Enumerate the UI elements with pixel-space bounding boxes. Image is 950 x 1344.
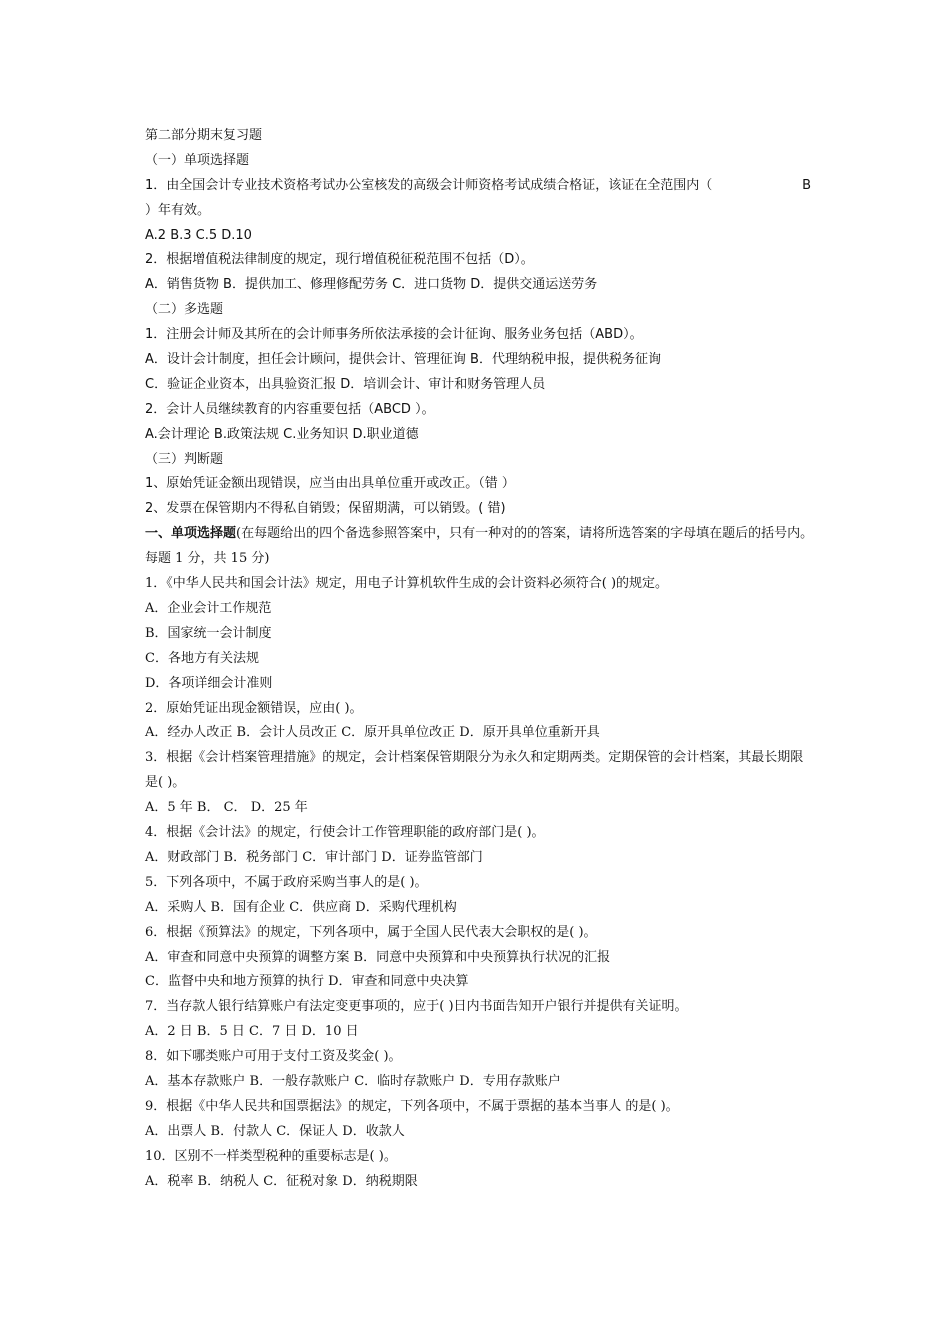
- section-multi-choice: （二）多选题: [145, 302, 224, 318]
- question-options: D．各项详细会计准则: [145, 675, 273, 691]
- question-options: C．验证企业资本，出具验资汇报 D．培训会计、审计和财务管理人员: [145, 376, 546, 392]
- question-options: B．国家统一会计制度: [145, 625, 272, 641]
- question-options: A．采购人 B．国有企业 C．供应商 D．采购代理机构: [145, 899, 457, 915]
- question-text: 2．根据增值税法律制度的规定，现行增值税征税范围不包括（D）。: [145, 252, 534, 268]
- question-options: A．设计会计制度，担任会计顾问，提供会计、管理征询 B．代理纳税申报，提供税务征询: [145, 352, 661, 368]
- question-text: 5．下列各项中，不属于政府采购当事人的是( )。: [145, 874, 428, 890]
- question-text: 10．区别不一样类型税种的重要标志是( )。: [145, 1148, 397, 1164]
- question-options: A．2 日 B．5 日 C．7 日 D．10 日: [145, 1024, 359, 1040]
- question-options: A．审查和同意中央预算的调整方案 B．同意中央预算和中央预算执行状况的汇报: [145, 949, 611, 965]
- question-text: 8．如下哪类账户可用于支付工资及奖金( )。: [145, 1049, 402, 1065]
- answer-letter: B: [802, 177, 811, 193]
- question-options: C．监督中央和地方预算的执行 D．审查和同意中央决算: [145, 974, 469, 990]
- question-text: [145, 174, 815, 199]
- question-options: A．经办人改正 B．会计人员改正 C．原开具单位改正 D．原开具单位重新开具: [145, 725, 600, 741]
- section-judge: （三）判断题: [145, 451, 224, 467]
- question-options: C．各地方有关法规: [145, 650, 259, 666]
- question-options: A．基本存款账户 B．一般存款账户 C．临时存款账户 D．专用存款账户: [145, 1074, 561, 1090]
- question-text: 3．根据《会计档案管理措施》的规定，会计档案保管期限分为永久和定期两类。定期保管的会计档案，其最长期限是( )。: [145, 750, 804, 791]
- question-options: A．企业会计工作规范: [145, 600, 272, 616]
- question-text: 9．根据《中华人民共和国票据法》的规定，下列各项中，不属于票据的基本当事人 的是( )。: [145, 1098, 679, 1114]
- question-text: 2．原始凭证出现金额错误，应由( )。: [145, 700, 363, 716]
- question-options: A.会计理论 B.政策法规 C.业务知识 D.职业道德: [145, 426, 419, 442]
- question-text: 6．根据《预算法》的规定，下列各项中，属于全国人民代表大会职权的是( )。: [145, 924, 597, 940]
- question-stem: 1．由全国会计专业技术资格考试办公室核发的高级会计师资格考试成绩合格证，该证在全范围内（: [145, 177, 713, 193]
- part-one-title-bold: 一、单项选择题: [145, 526, 237, 542]
- question-text: 7．当存款人银行结算账户有法定变更事项的，应于( )日内书面告知开户银行并提供有关证明。: [145, 999, 688, 1015]
- document-heading: 第二部分期末复习题: [145, 128, 263, 143]
- question-text: 1．注册会计师及其所在的会计师事务所依法承接的会计征询、服务业务包括（ABD）。: [145, 327, 643, 343]
- question-text: 2．会计人员继续教育的内容重要包括（ABCD ）。: [145, 401, 435, 417]
- question-options: A．5 年 B． C． D．25 年: [145, 800, 308, 816]
- question-options: A.2 B.3 C.5 D.10: [145, 227, 252, 243]
- judge-item: 1、原始凭证金额出现错误，应当由出具单位重开或改正。（错 ）: [145, 476, 515, 492]
- question-text: 4．根据《会计法》的规定，行使会计工作管理职能的政府部门是( )。: [145, 825, 545, 841]
- questions-list: [145, 572, 815, 1194]
- part-one-title-rest: (在每题给出的四个备选参照答案中，只有一种对的的答案，请将所选答案的字母填在题后的括号内。每题 1 分，共 15 分): [145, 526, 814, 567]
- question-continuation: ）年有效。: [145, 202, 211, 218]
- question-options: A．财政部门 B．税务部门 C．审计部门 D．证券监管部门: [145, 849, 483, 865]
- judge-item: 2、发票在保管期内不得私自销毁；保留期满，可以销毁。( 错): [145, 501, 506, 517]
- document-body: [145, 124, 815, 1195]
- question-options: A．出票人 B．付款人 C．保证人 D．收款人: [145, 1123, 405, 1139]
- part-one-title: [145, 522, 815, 572]
- question-options: A．销售货物 B．提供加工、修理修配劳务 C．进口货物 D．提供交通运送劳务: [145, 277, 598, 293]
- section-single-choice: （一）单项选择题: [145, 152, 250, 168]
- question-text: 1．《中华人民共和国会计法》规定，用电子计算机软件生成的会计资料必须符合( )的规定。: [145, 576, 669, 592]
- question-options: A．税率 B．纳税人 C．征税对象 D．纳税期限: [145, 1173, 418, 1189]
